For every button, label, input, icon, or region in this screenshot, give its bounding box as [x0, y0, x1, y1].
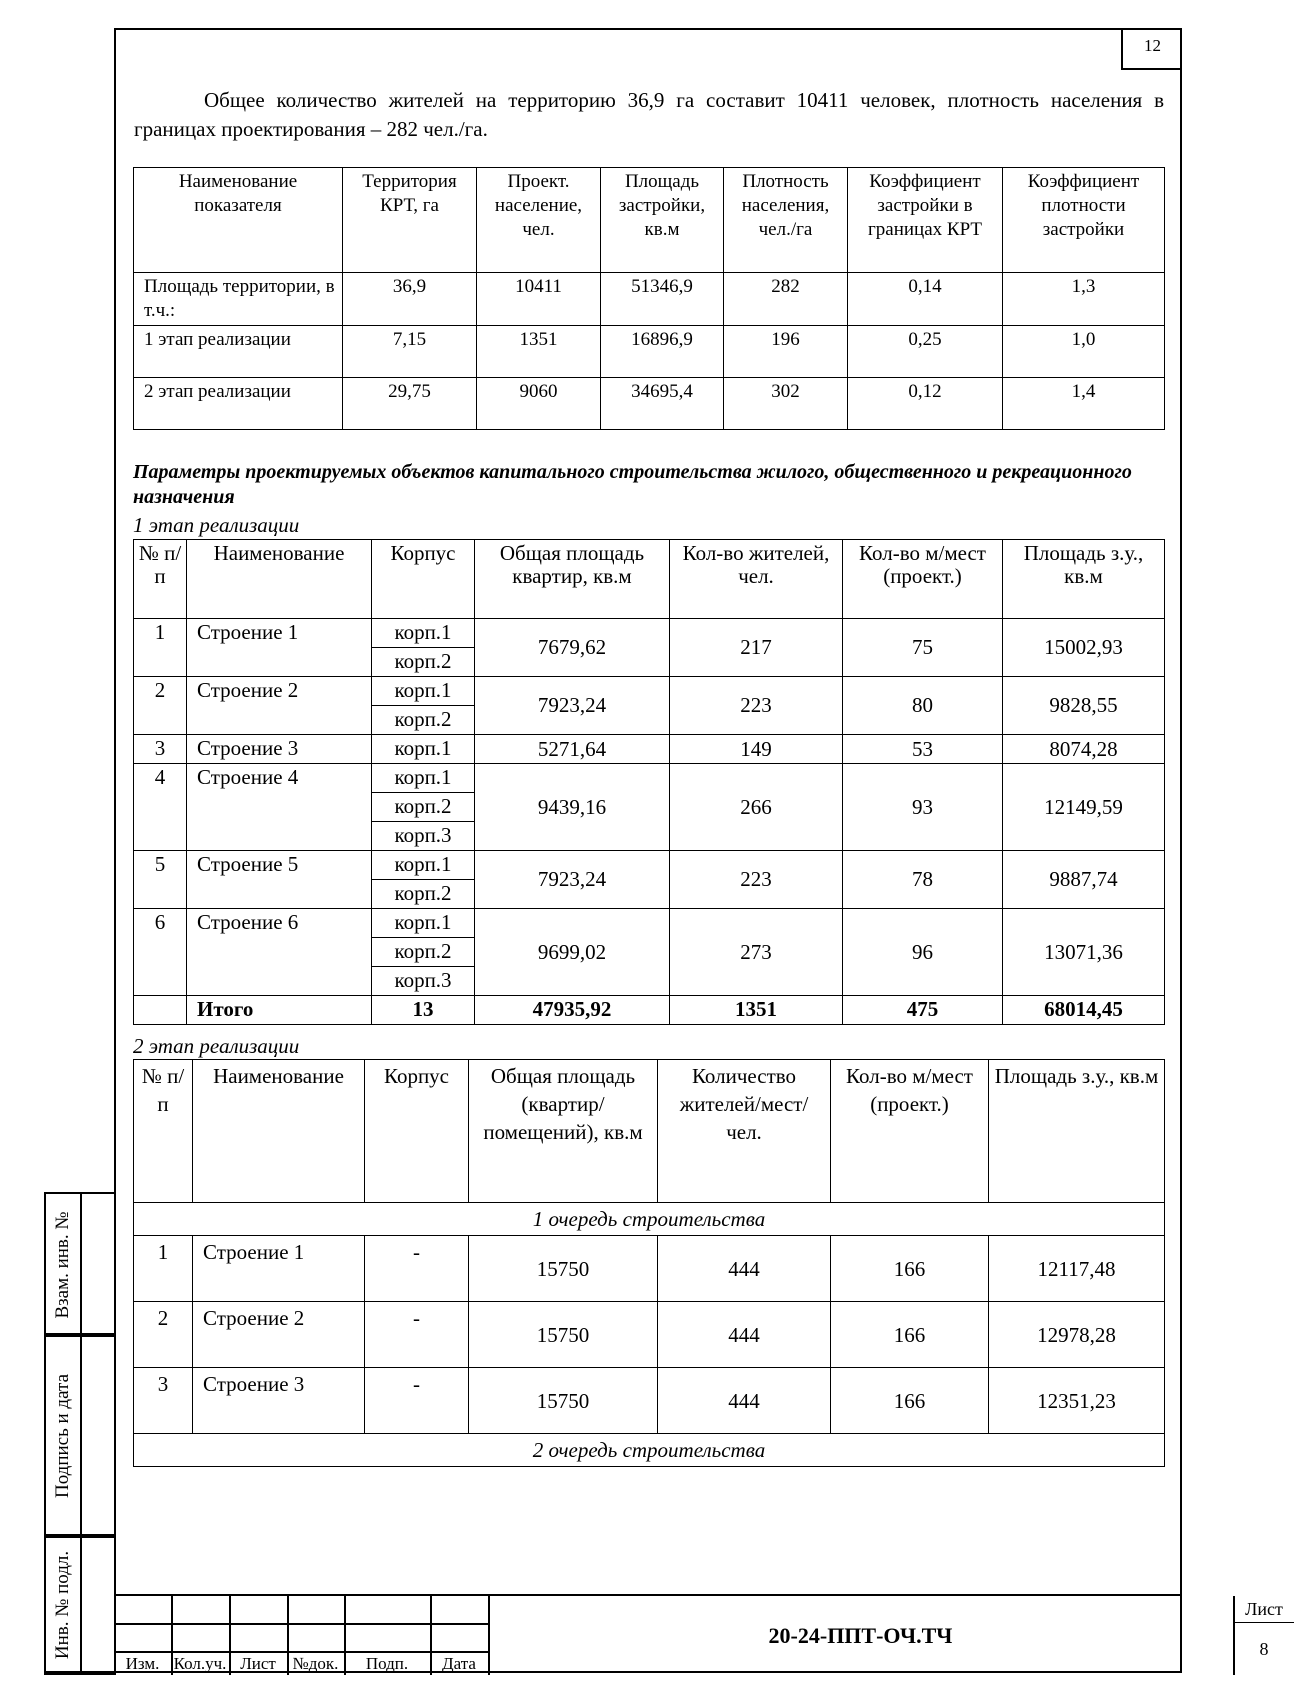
- stage-1-title: 1 этап реализации: [133, 513, 300, 537]
- table-cell: -: [365, 1302, 469, 1368]
- table-cell: 93: [843, 764, 1003, 851]
- stage-2-header-cell: Кол-во м/мест (проект.): [831, 1060, 989, 1203]
- title-block-col-sign: Подп.: [365, 1654, 409, 1673]
- page-number: 12: [1121, 28, 1182, 70]
- table-cell: 12978,28: [989, 1302, 1165, 1368]
- table-cell: 5: [134, 851, 187, 909]
- table-cell: 1,3: [1003, 273, 1165, 326]
- table-cell: корп.2: [372, 706, 475, 735]
- stage-1-header-cell: Общая площадь квартир, кв.м: [475, 540, 670, 619]
- section-title: Параметры проектируемых объектов капитального строительства жилого, общественного и рекреационного назначения: [133, 461, 1132, 508]
- table-cell: 3: [134, 735, 187, 764]
- sheet-number: 8: [1259, 1639, 1269, 1659]
- table-cell: 34695,4: [601, 378, 724, 430]
- table-cell: 9828,55: [1003, 677, 1165, 735]
- table-cell: 149: [670, 735, 843, 764]
- total-row: [134, 996, 1165, 1025]
- table-cell: 47935,92: [475, 996, 670, 1025]
- table-cell: 7,15: [343, 326, 477, 378]
- table-row: [134, 677, 1165, 706]
- table-cell: 4: [134, 764, 187, 851]
- table-cell: 475: [843, 996, 1003, 1025]
- table-cell: 6: [134, 909, 187, 996]
- table-cell: 1,4: [1003, 378, 1165, 430]
- document-code: 20-24-ППТ-ОЧ.ТЧ: [768, 1623, 953, 1648]
- table-cell: 9887,74: [1003, 851, 1165, 909]
- table-cell: 223: [670, 851, 843, 909]
- stage-2-header-cell: Количество жителей/мест/ чел.: [658, 1060, 831, 1203]
- table-row: [134, 735, 1165, 764]
- side-stamp-inv-orig: [44, 1534, 116, 1675]
- stage-1-header-cell: Корпус: [372, 540, 475, 619]
- table-cell: 15002,93: [1003, 619, 1165, 677]
- table-cell: 15750: [469, 1368, 658, 1434]
- title-block-col-izm: Изм.: [125, 1654, 160, 1673]
- stage-2-header-cell: № п/п: [134, 1060, 193, 1203]
- title-block-col-date: Дата: [442, 1654, 476, 1673]
- table-cell: корп.1: [372, 909, 475, 938]
- summary-header-row: [134, 168, 1165, 273]
- table-cell: Строение 2: [187, 677, 372, 735]
- table-cell: [134, 996, 187, 1025]
- table-cell: 51346,9: [601, 273, 724, 326]
- table-cell: Строение 3: [193, 1368, 365, 1434]
- stage-2-title: 2 этап реализации: [133, 1034, 300, 1058]
- table-cell: 13: [372, 996, 475, 1025]
- queue-row: [134, 1203, 1165, 1236]
- total-label: Итого: [187, 996, 372, 1025]
- stage-2-header-cell: Корпус: [365, 1060, 469, 1203]
- table-row: [134, 764, 1165, 793]
- table-cell: 3: [134, 1368, 193, 1434]
- side-stamp-label: Взам. инв. №: [52, 1210, 73, 1319]
- table-row: [134, 851, 1165, 880]
- table-row: [134, 1302, 1165, 1368]
- summary-header-cell: Проект. население, чел.: [477, 168, 601, 273]
- table-cell: корп.2: [372, 938, 475, 967]
- table-cell: 7679,62: [475, 619, 670, 677]
- table-cell: 0,14: [848, 273, 1003, 326]
- table-cell: 1: [134, 619, 187, 677]
- title-block-col-kol: Кол.уч.: [173, 1654, 227, 1673]
- table-cell: Строение 1: [187, 619, 372, 677]
- table-cell: 5271,64: [475, 735, 670, 764]
- stage-2-header-row: [134, 1060, 1165, 1203]
- stage-1-header-cell: Кол-во жителей, чел.: [670, 540, 843, 619]
- table-cell: 444: [658, 1368, 831, 1434]
- table-cell: корп.1: [372, 619, 475, 648]
- table-cell: 9060: [477, 378, 601, 430]
- table-cell: 78: [843, 851, 1003, 909]
- table-cell: 68014,45: [1003, 996, 1165, 1025]
- table-cell: 166: [831, 1302, 989, 1368]
- table-cell: 29,75: [343, 378, 477, 430]
- stage-1-header-cell: № п/п: [134, 540, 187, 619]
- stage-1-table: [133, 539, 1165, 1025]
- table-cell: 1: [134, 1236, 193, 1302]
- table-cell: 444: [658, 1236, 831, 1302]
- title-block-col-doc: №док.: [292, 1654, 339, 1673]
- table-row: [134, 1236, 1165, 1302]
- table-cell: 36,9: [343, 273, 477, 326]
- table-cell: 0,12: [848, 378, 1003, 430]
- side-stamp-label: Подпись и дата: [52, 1373, 73, 1498]
- queue-row: [134, 1434, 1165, 1467]
- table-cell: 2: [134, 1302, 193, 1368]
- stage-1-header-cell: Наименование: [187, 540, 372, 619]
- table-cell: Строение 5: [187, 851, 372, 909]
- table-cell: 166: [831, 1368, 989, 1434]
- summary-header-cell: Коэффициент застройки в границах КРТ: [848, 168, 1003, 273]
- stage-2-header-cell: Площадь з.у., кв.м: [989, 1060, 1165, 1203]
- table-cell: корп.3: [372, 967, 475, 996]
- table-cell: 7923,24: [475, 677, 670, 735]
- side-stamp-replace-inv: [44, 1192, 116, 1337]
- frame-right-border: [1180, 28, 1182, 1673]
- table-cell: Строение 2: [193, 1302, 365, 1368]
- table-cell: корп.1: [372, 851, 475, 880]
- stage-2-table: [133, 1059, 1165, 1467]
- table-row: [134, 909, 1165, 938]
- table-cell: 15750: [469, 1302, 658, 1368]
- summary-table: [133, 167, 1165, 430]
- side-stamp-sign-date: [44, 1333, 116, 1538]
- intro-paragraph: Общее количество жителей на территорию 36,9 га составит 10411 человек, плотность населения в границах проектирования – 282 чел./га.: [134, 88, 1164, 141]
- table-cell: 2 этап реализации: [134, 378, 343, 430]
- table-cell: 2: [134, 677, 187, 735]
- table-row: [134, 1368, 1165, 1434]
- table-cell: корп.2: [372, 793, 475, 822]
- table-cell: 12351,23: [989, 1368, 1165, 1434]
- queue-1-label: 1 очередь строительства: [134, 1203, 1165, 1236]
- table-cell: 9439,16: [475, 764, 670, 851]
- table-cell: 9699,02: [475, 909, 670, 996]
- title-block: [114, 1594, 1283, 1675]
- table-cell: 266: [670, 764, 843, 851]
- frame-top-border: [114, 28, 1182, 30]
- table-cell: 302: [724, 378, 848, 430]
- table-cell: Строение 1: [193, 1236, 365, 1302]
- table-cell: 1,0: [1003, 326, 1165, 378]
- table-cell: 13071,36: [1003, 909, 1165, 996]
- table-cell: 217: [670, 619, 843, 677]
- table-cell: 96: [843, 909, 1003, 996]
- table-cell: 10411: [477, 273, 601, 326]
- table-cell: 196: [724, 326, 848, 378]
- table-cell: корп.1: [372, 677, 475, 706]
- title-block-col-list: Лист: [240, 1654, 276, 1673]
- table-cell: -: [365, 1368, 469, 1434]
- table-cell: Строение 3: [187, 735, 372, 764]
- table-cell: 15750: [469, 1236, 658, 1302]
- side-stamp-label: Инв. № подл.: [52, 1550, 73, 1659]
- table-row: [134, 326, 1165, 378]
- table-cell: корп.2: [372, 648, 475, 677]
- table-cell: 0,25: [848, 326, 1003, 378]
- summary-header-cell: Площадь застройки, кв.м: [601, 168, 724, 273]
- table-cell: 444: [658, 1302, 831, 1368]
- table-cell: 166: [831, 1236, 989, 1302]
- side-stamp-cell: [46, 1194, 82, 1335]
- table-cell: корп.1: [372, 735, 475, 764]
- summary-header-cell: Плотность населения, чел./га: [724, 168, 848, 273]
- table-cell: 75: [843, 619, 1003, 677]
- table-cell: корп.2: [372, 880, 475, 909]
- table-cell: -: [365, 1236, 469, 1302]
- table-cell: 12117,48: [989, 1236, 1165, 1302]
- summary-header-cell: Коэффициент плотности застройки: [1003, 168, 1165, 273]
- table-row: [134, 619, 1165, 648]
- table-cell: 223: [670, 677, 843, 735]
- table-cell: Строение 4: [187, 764, 372, 851]
- queue-2-label: 2 очередь строительства: [134, 1434, 1165, 1467]
- summary-header-cell: Наименование показателя: [134, 168, 343, 273]
- table-row: [134, 273, 1165, 326]
- summary-header-cell: Территория КРТ, га: [343, 168, 477, 273]
- table-cell: 80: [843, 677, 1003, 735]
- table-cell: Строение 6: [187, 909, 372, 996]
- table-cell: корп.1: [372, 764, 475, 793]
- table-cell: 1 этап реализации: [134, 326, 343, 378]
- table-cell: 16896,9: [601, 326, 724, 378]
- stage-2-header-cell: Общая площадь (квартир/ помещений), кв.м: [469, 1060, 658, 1203]
- table-cell: 53: [843, 735, 1003, 764]
- stage-1-header-cell: Площадь з.у., кв.м: [1003, 540, 1165, 619]
- table-cell: Площадь территории, в т.ч.:: [134, 273, 343, 326]
- table-cell: 8074,28: [1003, 735, 1165, 764]
- table-cell: 7923,24: [475, 851, 670, 909]
- table-cell: 1351: [670, 996, 843, 1025]
- stage-1-header-cell: Кол-во м/мест (проект.): [843, 540, 1003, 619]
- side-stamp-cell: [46, 1536, 82, 1673]
- table-cell: корп.3: [372, 822, 475, 851]
- table-row: [134, 378, 1165, 430]
- table-cell: 12149,59: [1003, 764, 1165, 851]
- table-cell: 282: [724, 273, 848, 326]
- side-stamp-cell: [46, 1335, 82, 1536]
- stage-1-header-row: [134, 540, 1165, 619]
- stage-2-header-cell: Наименование: [193, 1060, 365, 1203]
- sheet-label: Лист: [1234, 1596, 1294, 1623]
- table-cell: 273: [670, 909, 843, 996]
- table-cell: 1351: [477, 326, 601, 378]
